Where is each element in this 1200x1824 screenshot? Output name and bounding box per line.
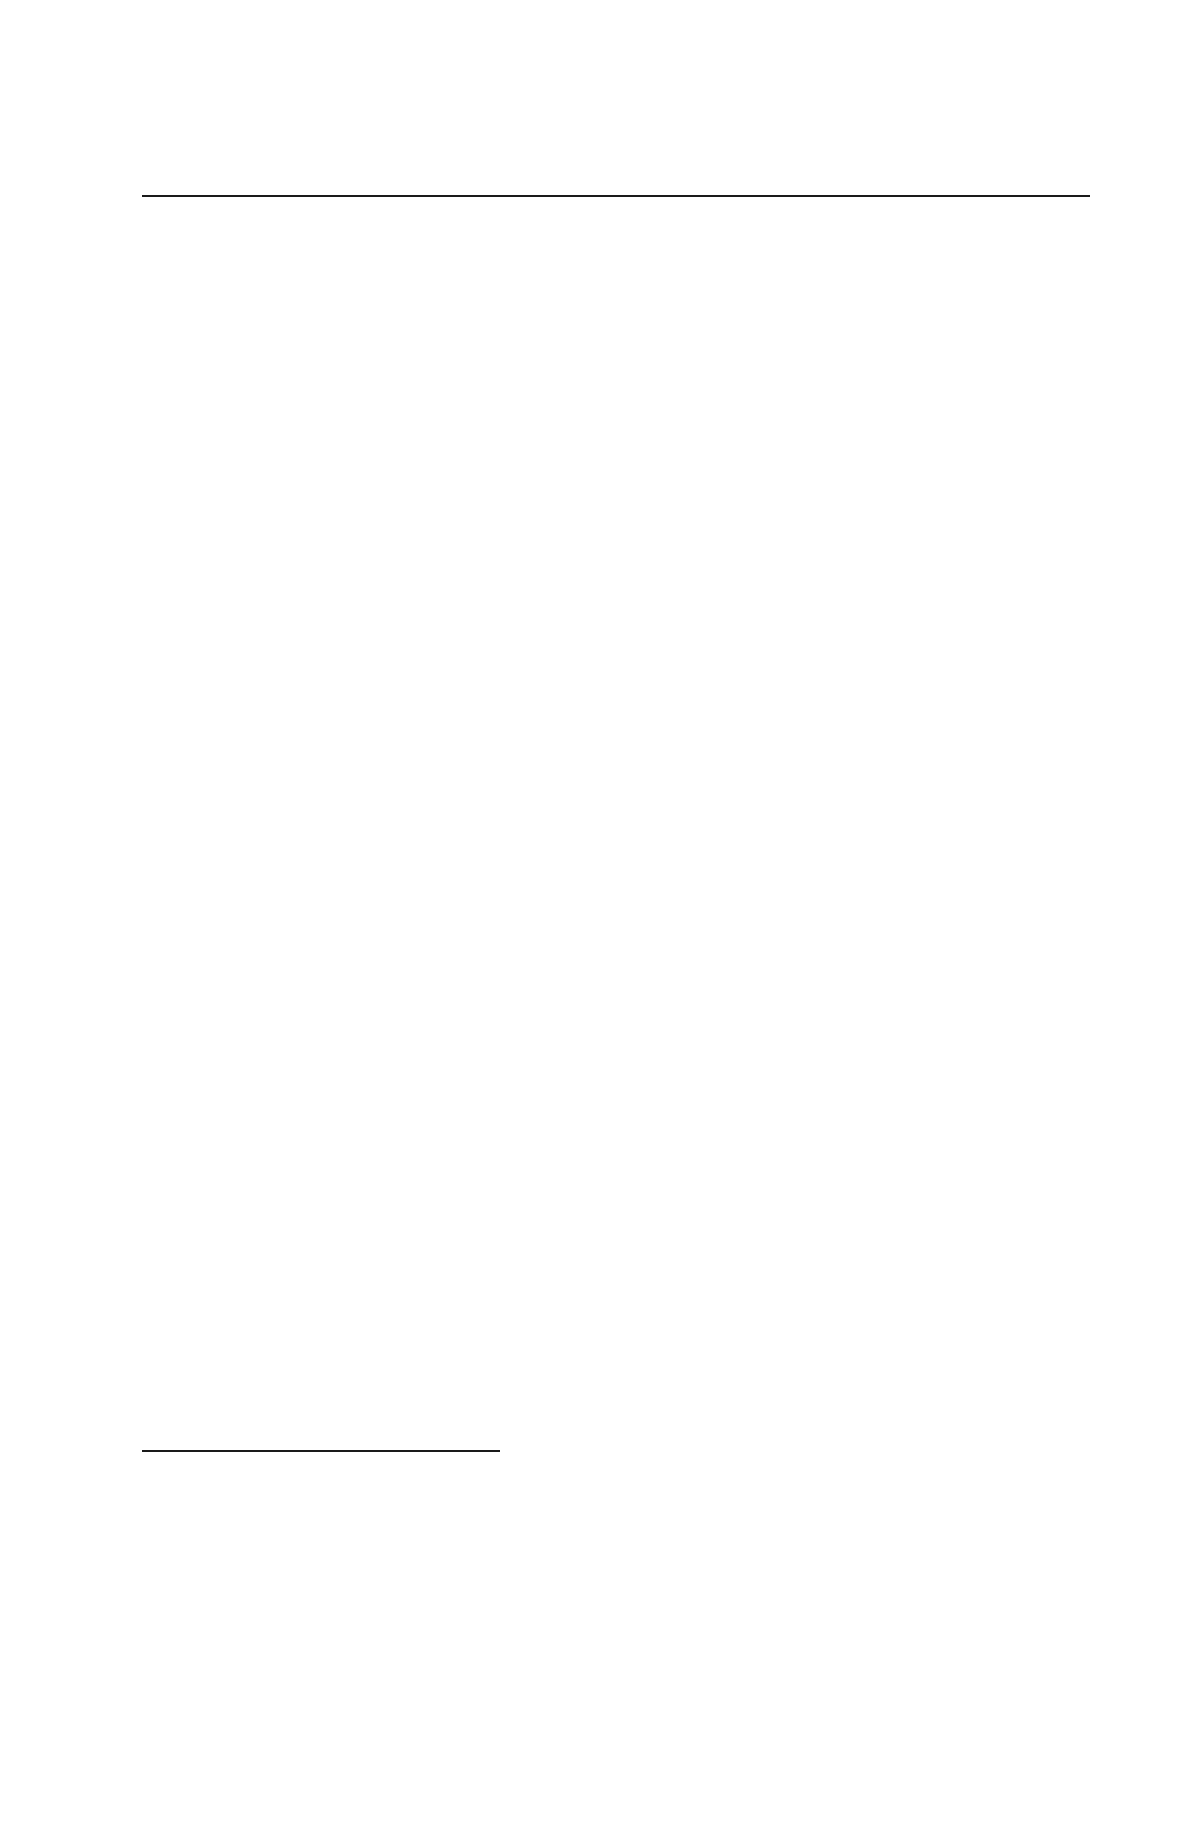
footnotes: [140, 1484, 1092, 1566]
header-rule: [142, 195, 1090, 197]
footnote-1: [140, 1484, 1092, 1525]
footnote-rule: [142, 1450, 500, 1452]
footnote-2: [140, 1525, 1092, 1566]
